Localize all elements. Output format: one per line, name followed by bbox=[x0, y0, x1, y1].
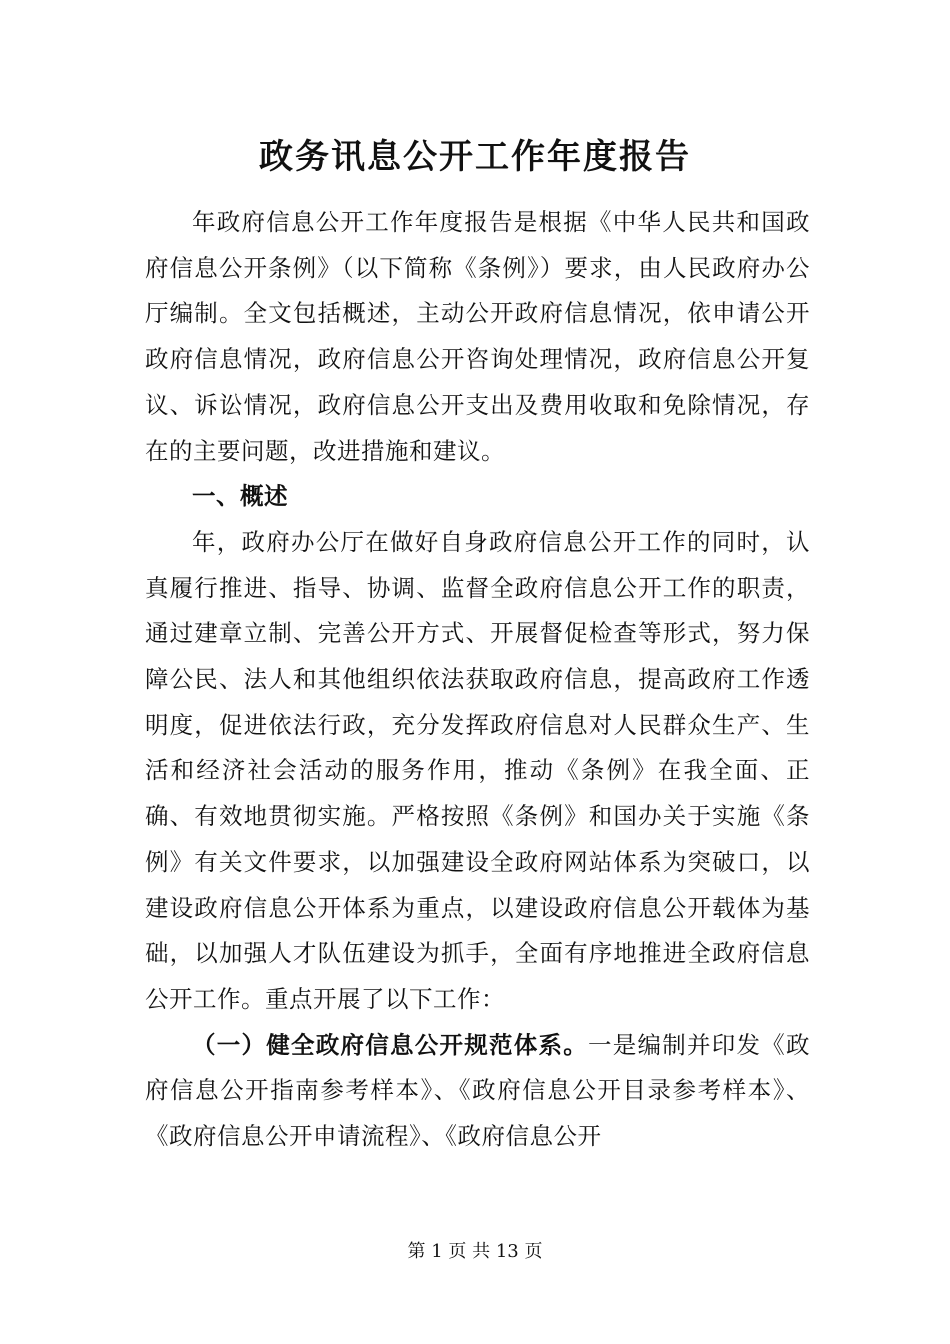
item1-text: 一是编制并印发《政府信息公开指南参考样本》、《政府信息公开目录参考样本》、《政府信息公开申请流程》、《政府信息公开 bbox=[145, 1030, 810, 1151]
item1-paragraph bbox=[145, 1023, 810, 1160]
section-heading-overview: 一、概述 bbox=[192, 482, 288, 511]
overview-paragraph: 年，政府办公厅在做好自身政府信息公开工作的同时，认真履行推进、指导、协调、监督全政府信息公开工作的职责，通过建章立制、完善公开方式、开展督促检查等形式，努力保障公民、法人和其他组织依法获取政府信息，提高政府工作透明度，促进依法行政，充分发挥政府信息对人民群众生产、生活和经济社会活动的服务作用，推动《条例》在我全面、正确、有效地贯彻实施。严格按照《条例》和国办关于实施《条例》有关文件要求，以加强建设全政府网站体系为突破口，以建设政府信息公开体系为重点，以建设政府信息公开载体为基础，以加强人才队伍建设为抓手，全面有序地推进全政府信息公开工作。重点开展了以下工作： bbox=[145, 527, 810, 1013]
intro-paragraph: 年政府信息公开工作年度报告是根据《中华人民共和国政府信息公开条例》（以下简称《条例》）要求，由人民政府办公厅编制。全文包括概述，主动公开政府信息情况，依申请公开政府信息情况，政府信息公开咨询处理情况，政府信息公开复议、诉讼情况，政府信息公开支出及费用收取和免除情况，存在的主要问题，改进措施和建议。 bbox=[145, 208, 810, 465]
page-footer: 第 1 页 共 13 页 bbox=[407, 1241, 543, 1262]
document-body bbox=[145, 200, 810, 1160]
item1-lead: （一）健全政府信息公开规范体系。 bbox=[192, 1030, 588, 1059]
document-title: 政务讯息公开工作年度报告 bbox=[259, 137, 691, 177]
